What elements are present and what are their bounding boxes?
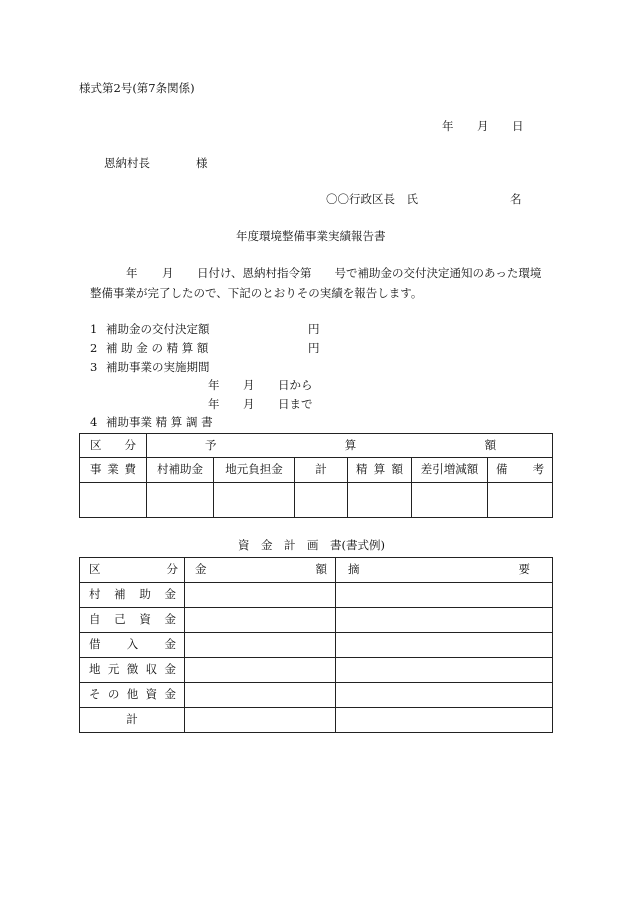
cell-local-share (214, 483, 295, 518)
fund-row-note (336, 658, 553, 683)
item-number: 1 (90, 322, 98, 336)
period-to-year: 年 (208, 397, 220, 411)
fund-plan-table (79, 557, 553, 733)
cell-difference (412, 483, 488, 518)
fund-category-header: 区 分 (80, 558, 185, 583)
fund-row-own-funds (80, 608, 553, 633)
fund-plan-title: 資 金 計 画 書(書式例) (238, 538, 385, 552)
settlement-budget-header: 予 算 額 (147, 434, 553, 458)
sender-name-suffix: 名 (510, 192, 522, 206)
item-number: 2 (90, 341, 98, 355)
item-label: 補助金の交付決定額 (106, 322, 210, 336)
fund-note-header: 摘 要 (336, 558, 553, 583)
item-label: 補助事業の実施期間 (106, 360, 210, 374)
period-to-month: 月 (243, 397, 255, 411)
cell-total (295, 483, 348, 518)
column-settled-amount: 精 算 額 (348, 458, 412, 483)
fund-row-amount (185, 633, 336, 658)
item-number: 3 (90, 360, 98, 374)
fund-amount-header: 金 額 (185, 558, 336, 583)
settlement-table (79, 433, 553, 518)
cell-settled-amount (348, 483, 412, 518)
fund-row-village-subsidy (80, 583, 553, 608)
column-local-share: 地元負担金 (214, 458, 295, 483)
date-day: 日 (512, 119, 524, 133)
fund-row-other-funds (80, 683, 553, 708)
body-year: 年 (126, 266, 138, 280)
period-from-month: 月 (243, 378, 255, 392)
fund-row-label: 計 (80, 708, 185, 733)
fund-header-row (80, 558, 553, 583)
fund-row-borrowing (80, 633, 553, 658)
settlement-header-row (80, 434, 553, 458)
item-unit: 円 (308, 322, 320, 336)
document-title: 年度環境整備事業実績報告書 (236, 229, 386, 243)
fund-row-total (80, 708, 553, 733)
addressee-honorific: 様 (196, 156, 208, 170)
fund-row-amount (185, 658, 336, 683)
item-label: 補 助 金 の 精 算 額 (106, 341, 209, 355)
body-line1-text: 日付け、恩納村指令第 号で補助金の交付決定通知のあった環境 (197, 266, 542, 280)
body-month: 月 (162, 266, 174, 280)
item-number: 4 (90, 415, 98, 429)
column-remarks: 備 考 (488, 458, 553, 483)
fund-row-label: 自 己 資 金 (80, 608, 185, 633)
column-village-subsidy: 村補助金 (147, 458, 214, 483)
fund-row-local-collection (80, 658, 553, 683)
cell-remarks (488, 483, 553, 518)
cell-project-cost (80, 483, 147, 518)
fund-row-amount (185, 608, 336, 633)
item-unit: 円 (308, 341, 320, 355)
date-year: 年 (442, 119, 454, 133)
cell-village-subsidy (147, 483, 214, 518)
fund-row-amount (185, 583, 336, 608)
fund-row-amount (185, 683, 336, 708)
column-project-cost: 事 業 費 (80, 458, 147, 483)
settlement-category-header: 区 分 (80, 434, 147, 458)
fund-row-note (336, 708, 553, 733)
period-from-year: 年 (208, 378, 220, 392)
addressee-name: 恩納村長 (104, 156, 150, 170)
fund-row-note (336, 683, 553, 708)
period-from-day: 日から (278, 378, 313, 392)
body-line2: 整備事業が完了したので、下記のとおりその実績を報告します。 (90, 286, 423, 300)
sender-title: 〇〇行政区長 氏 (326, 192, 418, 206)
fund-row-note (336, 583, 553, 608)
column-difference: 差引増減額 (412, 458, 488, 483)
fund-row-label: 村 補 助 金 (80, 583, 185, 608)
fund-row-label: 借 入 金 (80, 633, 185, 658)
fund-row-label: そ の 他 資 金 (80, 683, 185, 708)
form-label: 様式第2号(第7条関係) (79, 81, 195, 95)
fund-row-note (336, 633, 553, 658)
date-month: 月 (477, 119, 489, 133)
item-label: 補助事業 精 算 調 書 (106, 415, 213, 429)
settlement-column-row (80, 458, 553, 483)
fund-row-label: 地 元 徴 収 金 (80, 658, 185, 683)
column-total: 計 (295, 458, 348, 483)
settlement-data-row (80, 483, 553, 518)
fund-row-amount (185, 708, 336, 733)
fund-row-note (336, 608, 553, 633)
period-to-day: 日まで (278, 397, 313, 411)
